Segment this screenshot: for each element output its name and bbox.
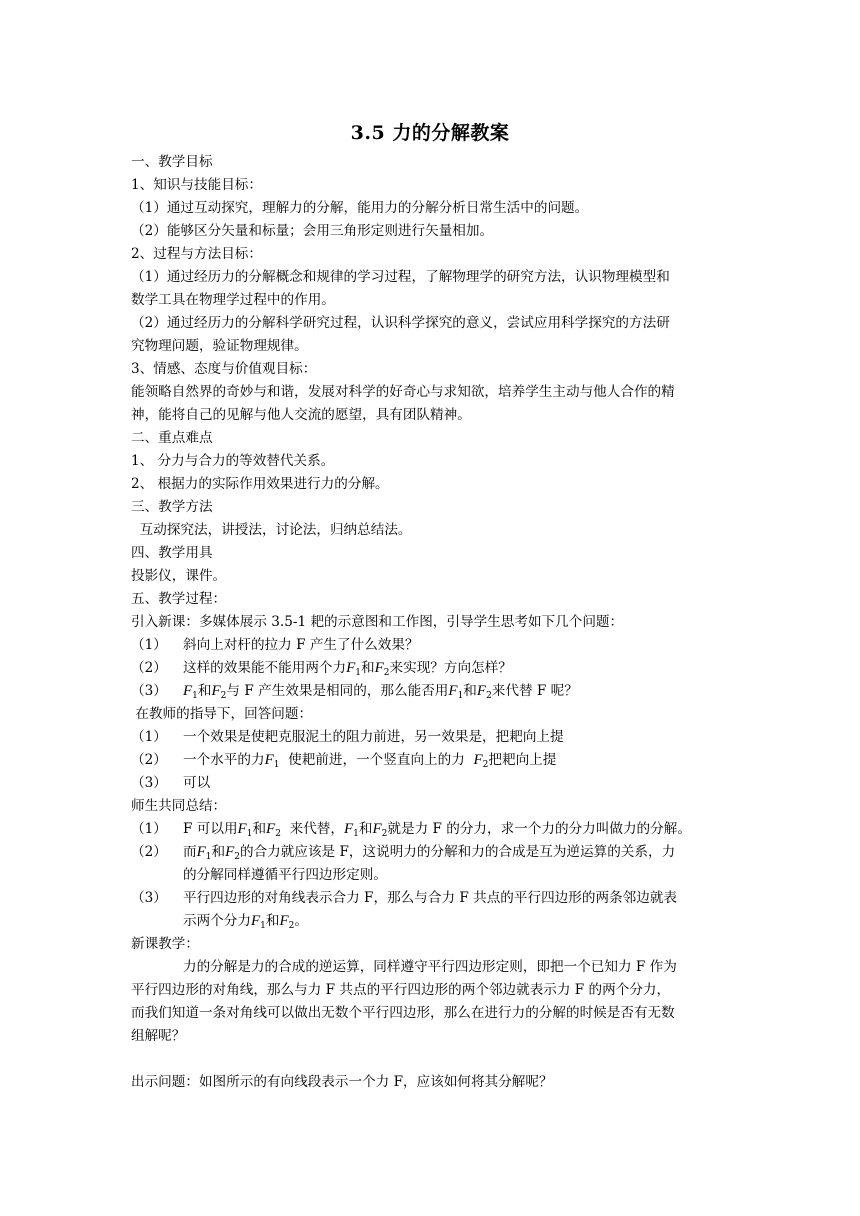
list-item: （1） 一个效果是使耙克服泥土的阻力前进，另一效果是，把耙向上提 — [131, 729, 564, 745]
section-heading: 三、教学方法 — [131, 499, 213, 515]
paragraph-line: 能领略自然界的奇妙与和谐，发展对科学的好奇心与求知欲，培养学生主动与他人合作的精 — [131, 384, 675, 400]
list-item: （1） 斜向上对杆的拉力 F 产生了什么效果？ — [131, 637, 419, 653]
paragraph-line: 引入新课：多媒体展示 3.5-1 耙的示意图和工作图，引导学生思考如下几个问题： — [131, 614, 624, 630]
paragraph-line: （2）通过经历力的分解科学研究过程，认识科学探究的意义，尝试应用科学探究的方法研 — [131, 315, 670, 331]
list-item: （2） 这样的效果能不能用两个力$F_1$和$F_2$来实现？方向怎样？ — [131, 660, 512, 678]
paragraph-line: 力的分解是力的合成的逆运算，同样遵守平行四边形定则，即把一个已知力 F 作为 — [183, 959, 677, 975]
paragraph-line: （1）通过互动探究，理解力的分解，能用力的分解分析日常生活中的问题。 — [131, 200, 589, 216]
paragraph-line: 新课教学： — [131, 936, 199, 952]
section-heading: 二、重点难点 — [131, 430, 213, 446]
list-number: （1） — [131, 637, 167, 653]
paragraph-line: 互动探究法，讲授法，讨论法，归纳总结法。 — [131, 522, 412, 538]
list-number: （2） — [131, 660, 167, 676]
subsection-heading: 2、过程与方法目标： — [131, 246, 262, 262]
list-item: （3） $F_1$和$F_2$与 F 产生效果是相同的，那么能否用$F_1$和$F_2$来代替 F 呢？ — [131, 683, 578, 701]
paragraph-line: 示两个分力$F_1$和$F_2$。 — [183, 913, 308, 931]
paragraph-line: 数学工具在物理学过程中的作用。 — [131, 292, 335, 308]
list-number: （3） — [131, 775, 167, 791]
paragraph-line: 投影仪，课件。 — [131, 568, 227, 584]
list-number: （3） — [131, 890, 167, 906]
subsection-heading: 1、知识与技能目标： — [131, 177, 262, 193]
section-heading: 五、教学过程： — [131, 591, 227, 607]
list-item: （3） 平行四边形的对角线表示合力 F，那么与合力 F 共点的平行四边形的两条邻边就表 — [131, 890, 678, 906]
paragraph-line: （2）能够区分矢量和标量；会用三角形定则进行矢量相加。 — [131, 223, 494, 239]
paragraph-line: （1）通过经历力的分解概念和规律的学习过程，了解物理学的研究方法，认识物理模型和 — [131, 269, 670, 285]
subsection-heading: 3、情感、态度与价值观目标： — [131, 361, 317, 377]
section-heading: 四、教学用具 — [131, 545, 213, 561]
list-number: （1） — [131, 729, 167, 745]
list-item: 1、 分力与合力的等效替代关系。 — [131, 453, 335, 469]
paragraph-line: 的分解同样遵循平行四边形定则。 — [183, 867, 387, 883]
list-number: （2） — [131, 752, 167, 768]
paragraph-line: 出示问题：如图所示的有向线段表示一个力 F，应该如何将其分解呢？ — [131, 1074, 553, 1090]
list-number: （3） — [131, 683, 167, 699]
page-title: 3.5 力的分解教案 — [350, 122, 510, 144]
paragraph-line: 神，能将自己的见解与他人交流的愿望，具有团队精神。 — [131, 407, 471, 423]
paragraph-line: 师生共同总结： — [131, 798, 227, 814]
list-item: （2） 而$F_1$和$F_2$的合力就应该是 F，这说明力的分解和力的合成是互为逆运算的关系，力 — [131, 844, 676, 862]
paragraph-line: 而我们知道一条对角线可以做出无数个平行四边形，那么在进行力的分解的时候是否有无数 — [131, 1005, 675, 1021]
list-item: 2、 根据力的实际作用效果进行力的分解。 — [131, 476, 389, 492]
list-number: （2） — [131, 844, 167, 860]
list-item: （1） F 可以用$F_1$和$F_2$ 来代替，$F_1$和$F_2$就是力 F 的分力，求一个力的分力叫做力的分解。 — [131, 821, 691, 839]
paragraph-line: 平行四边形的对角线，那么与力 F 共点的平行四边形的两个邻边就表示力 F 的两个分力， — [131, 982, 671, 998]
section-heading: 一、教学目标 — [131, 154, 213, 170]
list-item: （2） 一个水平的力$F_1$ 使耙前进，一个竖直向上的力 $F_2$把耙向上提 — [131, 752, 557, 770]
paragraph-line: 究物理问题，验证物理规律。 — [131, 338, 308, 354]
list-number: （1） — [131, 821, 167, 837]
paragraph-line: 在教师的指导下，回答问题： — [131, 706, 313, 722]
list-item: （3） 可以 — [131, 775, 211, 791]
paragraph-line: 组解呢？ — [131, 1028, 186, 1044]
